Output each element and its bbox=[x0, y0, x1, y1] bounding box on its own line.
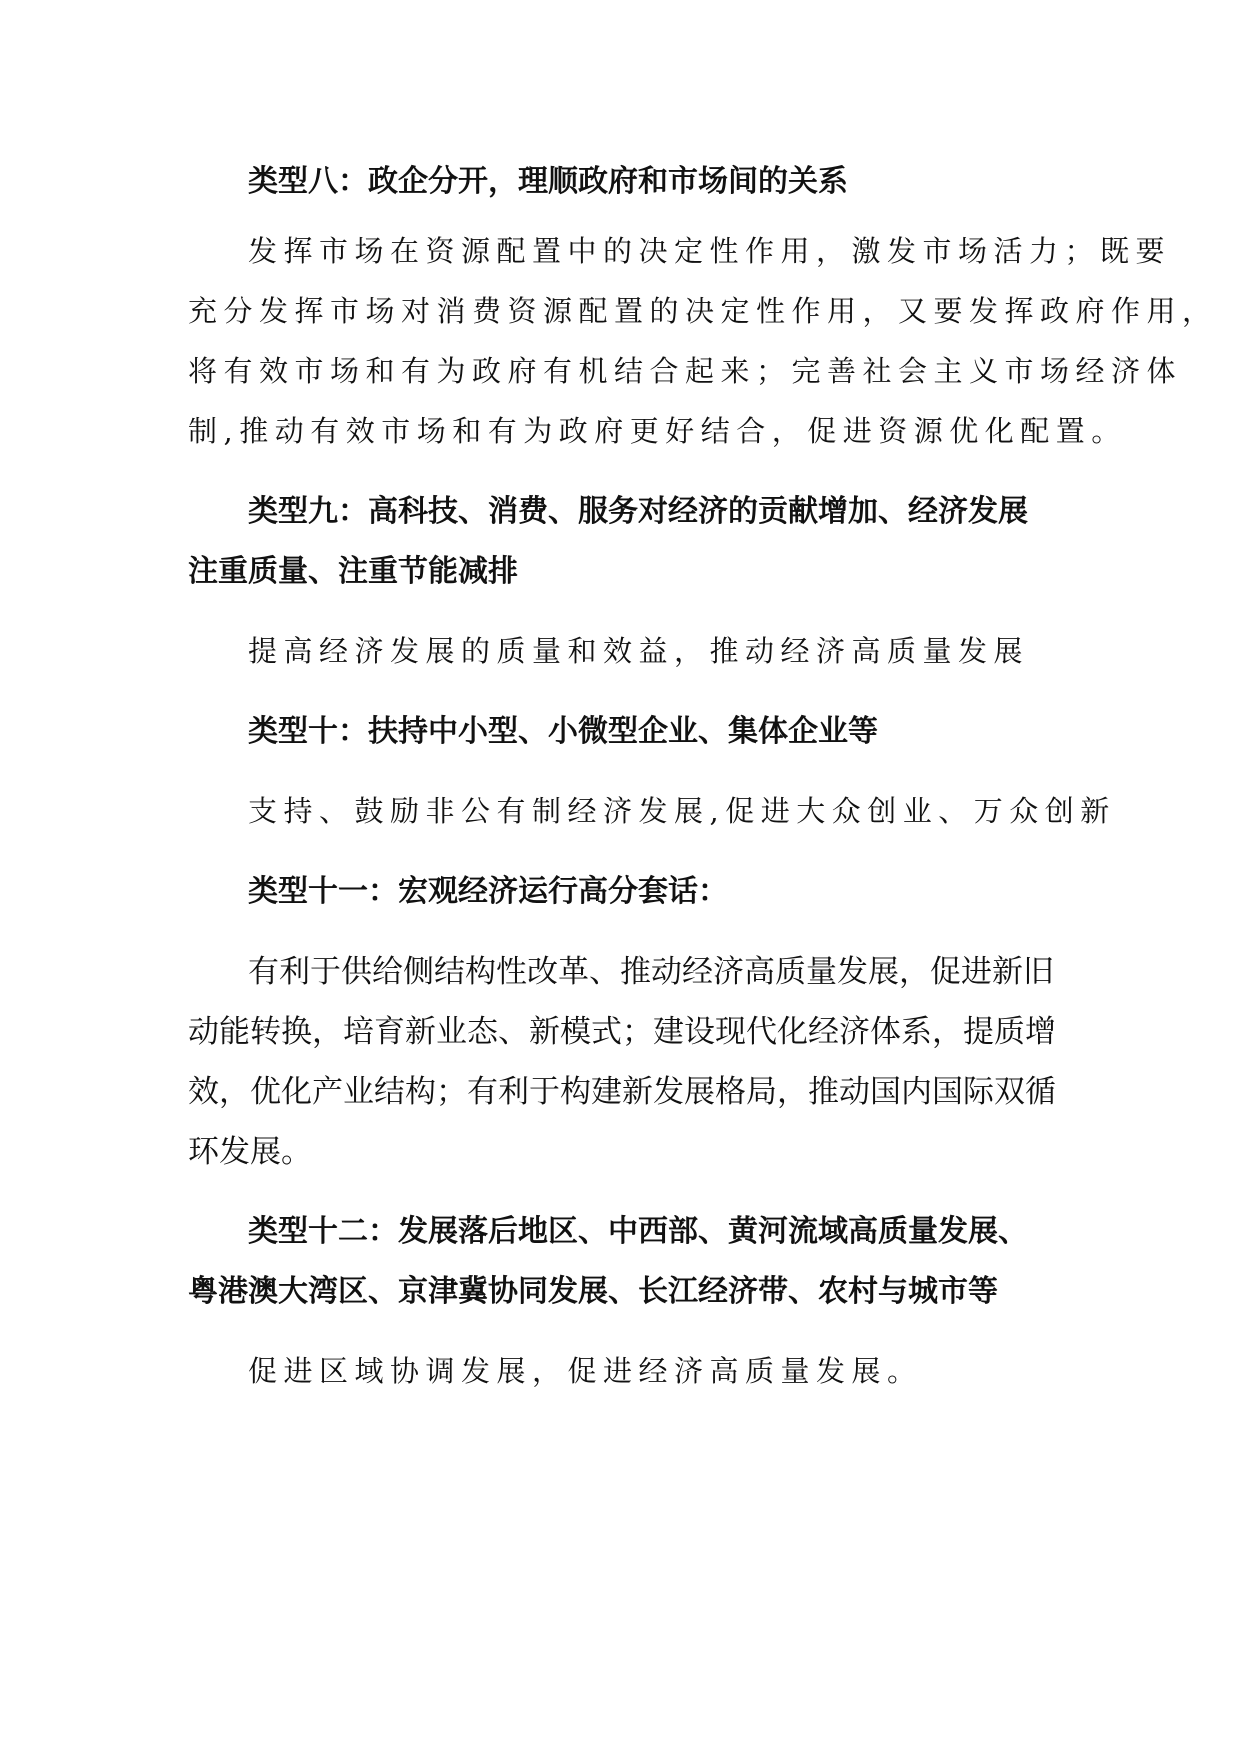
section-11-body-line-3: 效，优化产业结构；有利于构建新发展格局，推动国内国际双循 bbox=[188, 1074, 1056, 1110]
section-8-body-line-1: 发挥市场在资源配置中的决定性作用，激发市场活力；既要 bbox=[248, 234, 1172, 268]
section-11-body-line-2: 动能转换，培育新业态、新模式；建设现代化经济体系，提质增 bbox=[188, 1014, 1056, 1050]
section-8-body-line-3: 将有效市场和有为政府有机结合起来；完善社会主义市场经济体 bbox=[188, 354, 1183, 388]
section-9-heading-line-1: 类型九：高科技、消费、服务对经济的贡献增加、经济发展 bbox=[248, 494, 1028, 529]
section-9-body-line-1: 提高经济发展的质量和效益，推动经济高质量发展 bbox=[248, 634, 1030, 668]
section-9-heading-line-2: 注重质量、注重节能减排 bbox=[188, 554, 518, 589]
section-10-heading: 类型十：扶持中小型、小微型企业、集体企业等 bbox=[248, 714, 878, 749]
section-11-body-line-4: 环发展。 bbox=[188, 1134, 312, 1170]
section-8-body-line-2: 充分发挥市场对消费资源配置的决定性作用，又要发挥政府作用， bbox=[188, 294, 1218, 328]
section-12-heading-line-2: 粤港澳大湾区、京津冀协同发展、长江经济带、农村与城市等 bbox=[188, 1274, 998, 1309]
section-11-body-line-1: 有利于供给侧结构性改革、推动经济高质量发展，促进新旧 bbox=[248, 954, 1054, 990]
section-11-heading: 类型十一：宏观经济运行高分套话： bbox=[248, 874, 728, 909]
section-12-body-line-1: 促进区域协调发展，促进经济高质量发展。 bbox=[248, 1354, 923, 1388]
section-12-heading-line-1: 类型十二：发展落后地区、中西部、黄河流域高质量发展、 bbox=[248, 1214, 1028, 1249]
section-8-body-line-4: 制,推动有效市场和有为政府更好结合，促进资源优化配置。 bbox=[188, 414, 1127, 448]
section-10-body-line-1: 支持、鼓励非公有制经济发展,促进大众创业、万众创新 bbox=[248, 794, 1116, 828]
section-8-heading: 类型八：政企分开，理顺政府和市场间的关系 bbox=[248, 164, 848, 199]
